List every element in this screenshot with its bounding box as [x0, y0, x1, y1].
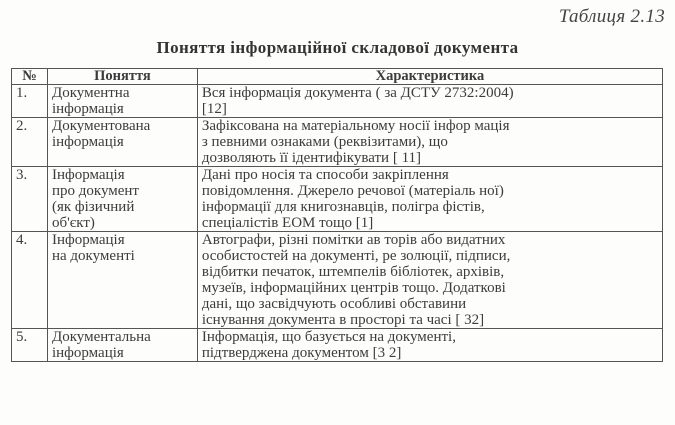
row-description: Вся інформація документа ( за ДСТУ 2732:2004) [12]: [197, 85, 662, 118]
table-row: [12, 85, 663, 118]
row-term: Інформація про документ (як фізичний об'єкт): [47, 167, 197, 232]
row-number: 3.: [12, 167, 48, 232]
row-term: Документна інформація: [47, 85, 197, 118]
column-header-number: №: [12, 69, 48, 85]
table-row: [12, 329, 663, 362]
table-title: Поняття інформаційної складової документа: [156, 38, 519, 57]
concepts-table: [11, 68, 663, 362]
row-number: 2.: [12, 118, 48, 167]
table-header-row: [12, 69, 663, 85]
column-header-description: Характеристика: [197, 69, 662, 85]
row-number: 4.: [12, 232, 48, 329]
row-term: Документована інформація: [47, 118, 197, 167]
row-description: Інформація, що базується на документі, підтверджена документом [3 2]: [197, 329, 662, 362]
row-description: Зафіксована на матеріальному носії інфор мація з певними ознаками (реквізитами), що дозволяють її ідентифікувати [ 11]: [197, 118, 662, 167]
table-row: [12, 232, 663, 329]
row-term: Документальна інформація: [47, 329, 197, 362]
row-number: 5.: [12, 329, 48, 362]
table-row: [12, 118, 663, 167]
row-term: Інформація на документі: [47, 232, 197, 329]
table-number: Таблиця 2.13: [558, 6, 665, 27]
row-description: Дані про носія та способи закріплення повідомлення. Джерело речової (матеріаль ної) інформації для книгознавців, полігра фістів, спеціалістів ЕОМ тощо [1]: [197, 167, 662, 232]
row-description: Автографи, різні помітки ав торів або видатних особистостей на документі, ре золюції, підписи, відбитки печаток, штемпелів бібліотек, архівів, музеїв, інформаційних центрів тощо. Додаткові дані, що засвідчують особливі обставини існування документа в просторі та часі [ 32]: [197, 232, 662, 329]
column-header-term: Поняття: [47, 69, 197, 85]
table-row: [12, 167, 663, 232]
row-number: 1.: [12, 85, 48, 118]
